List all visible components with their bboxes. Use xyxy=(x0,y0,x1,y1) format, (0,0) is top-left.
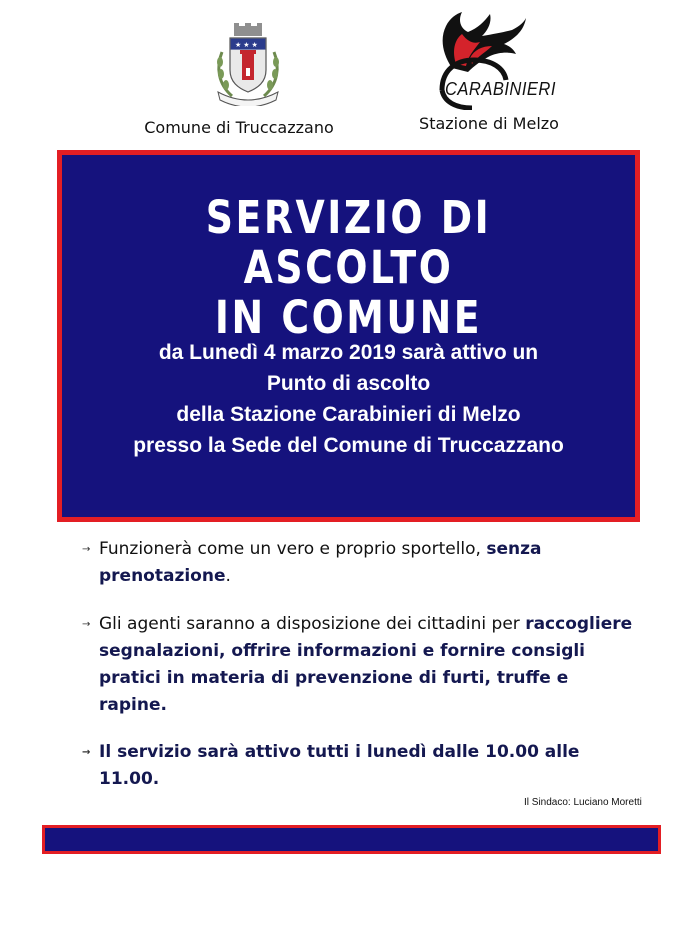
bullet-2-text: Gli agenti saranno a disposizione dei cittadini per xyxy=(99,614,526,634)
list-item xyxy=(82,739,642,793)
mayor-signature: Il Sindaco: Luciano Moretti xyxy=(524,797,642,808)
sub-line-2: Punto di ascolto xyxy=(266,372,431,395)
footer-bar-inner xyxy=(45,828,658,851)
bullet-2-bold: raccogliere segnalazioni, offrire informazioni e fornire consigli pratici in materia di prevenzione di furti, truffe e rapine. xyxy=(99,614,633,715)
footer-bar xyxy=(42,825,661,854)
bullet-3-text: Il servizio sarà attivo tutti i lunedì dalle 10.00 alle 11.00. xyxy=(99,742,580,789)
carabinieri-wordmark: CARABINIERI xyxy=(445,79,556,99)
headline-line-2: IN COMUNE xyxy=(214,291,483,344)
arrow-bullet-icon: → xyxy=(82,619,91,630)
arrow-bullet-icon: → xyxy=(82,747,91,758)
list-item xyxy=(82,536,642,590)
headline-line-1: SERVIZIO DI ASCOLTO xyxy=(205,191,492,294)
banner-subtext xyxy=(62,337,635,461)
bullet-1-bold: senza prenotazione xyxy=(99,539,542,586)
sub-line-3: della Stazione Carabinieri di Melzo xyxy=(176,403,521,426)
announcement-banner xyxy=(57,150,640,522)
comune-name: Comune di Truccazzano xyxy=(144,118,334,137)
info-bullet-list xyxy=(82,536,642,793)
svg-text:★ ★ ★: ★ ★ ★ xyxy=(235,42,258,49)
list-item xyxy=(82,611,642,719)
sub-line-4: presso la Sede del Comune di Truccazzano xyxy=(133,434,564,457)
banner-headline xyxy=(108,193,589,343)
sub-line-1: da Lunedì 4 marzo 2019 sarà attivo un xyxy=(158,341,539,364)
municipal-crest-icon xyxy=(212,22,284,106)
announcement-banner-inner xyxy=(62,155,635,517)
bullet-1-end: . xyxy=(225,566,231,586)
arrow-bullet-icon: → xyxy=(82,544,91,555)
stazione-name: Stazione di Melzo xyxy=(419,114,559,133)
bullet-1-text: Funzionerà come un vero e proprio sportello, xyxy=(99,539,487,559)
